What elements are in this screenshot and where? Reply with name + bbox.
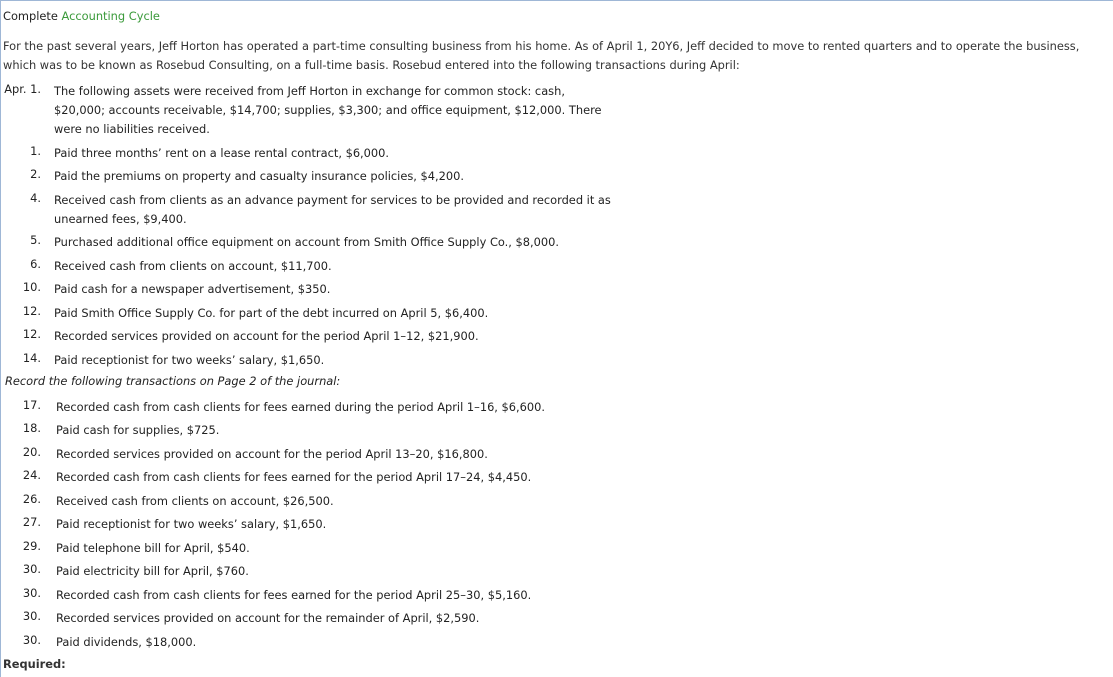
transaction-date: 30.	[22, 633, 41, 647]
transaction-date: 12.	[22, 327, 41, 341]
description-line: Recorded services provided on account for the period April 1–12, $21,900.	[54, 329, 479, 343]
transaction-description	[56, 633, 196, 652]
transaction-date: 1.	[30, 144, 41, 158]
transaction-description	[56, 398, 545, 417]
description-line: Received cash from clients as an advance payment for services to be provided and recorded it as	[54, 193, 611, 207]
transaction-description	[56, 586, 531, 605]
description-line: Paid three months’ rent on a lease rental contract, $6,000.	[54, 146, 390, 160]
title-prefix: Complete	[3, 9, 58, 23]
transaction-description	[54, 327, 479, 346]
description-line: Paid cash for supplies, $725.	[56, 423, 220, 437]
transaction-description	[56, 468, 531, 487]
description-line: $20,000; accounts receivable, $14,700; supplies, $3,300; and office equipment, $12,000. There	[54, 103, 602, 117]
description-line: Recorded cash from cash clients for fees earned for the period April 25–30, $5,160.	[56, 588, 532, 602]
description-line: Paid electricity bill for April, $760.	[56, 564, 249, 578]
transaction-description	[56, 609, 479, 628]
transaction-date: 30.	[22, 562, 41, 576]
transaction-description	[56, 421, 219, 440]
description-line: Recorded cash from cash clients for fees earned for the period April 17–24, $4,450.	[56, 470, 532, 484]
description-line: Recorded services provided on account for the remainder of April, $2,590.	[56, 611, 480, 625]
description-line: Paid receptionist for two weeks’ salary, $1,650.	[56, 517, 327, 531]
transaction-description	[56, 562, 249, 581]
description-line: Purchased additional office equipment on account from Smith Office Supply Co., $8,000.	[54, 235, 560, 249]
description-line: Recorded cash from cash clients for fees earned during the period April 1–16, $6,600.	[56, 400, 546, 414]
transaction-description	[56, 492, 334, 511]
transaction-date: 24.	[22, 468, 41, 482]
transaction-description	[54, 233, 559, 252]
transaction-date: 27.	[22, 515, 41, 529]
description-line: Paid the premiums on property and casualty insurance policies, $4,200.	[54, 169, 465, 183]
transaction-description	[54, 351, 324, 370]
journal-note: Record the following transactions on Page 2 of the journal:	[5, 374, 341, 388]
description-line: Paid dividends, $18,000.	[56, 635, 197, 649]
description-line: The following assets were received from Jeff Horton in exchange for common stock: cash,	[54, 84, 565, 98]
transaction-description	[54, 191, 611, 229]
description-line: Paid Smith Office Supply Co. for part of the debt incurred on April 5, $6,400.	[54, 306, 489, 320]
page-title	[3, 9, 160, 23]
title-accent: Accounting Cycle	[61, 9, 160, 23]
description-line: unearned fees, $9,400.	[54, 212, 187, 226]
description-line: were no liabilities received.	[54, 122, 210, 136]
transaction-description	[56, 515, 326, 534]
transaction-date: 10.	[22, 280, 41, 294]
transaction-description	[56, 539, 250, 558]
transaction-description	[54, 280, 330, 299]
transaction-date: 18.	[22, 421, 41, 435]
description-line: Paid cash for a newspaper advertisement, $350.	[54, 282, 331, 296]
transaction-date: 6.	[30, 257, 41, 271]
transaction-date: 30.	[22, 586, 41, 600]
transaction-date: 20.	[22, 445, 41, 459]
intro-paragraph: For the past several years, Jeff Horton has operated a part-time consulting business from his home. As of April 1, 20Y6, Jeff decided to move to rented quarters and to operate the business, which was to be known as Rosebud Consulting, on a full-time basis. Rosebud entered into the following transactions during April:	[3, 39, 1080, 72]
transaction-description	[54, 82, 602, 139]
transaction-date: 12.	[22, 304, 41, 318]
transaction-date: 5.	[30, 233, 41, 247]
transaction-date: 17.	[22, 398, 41, 412]
description-line: Paid receptionist for two weeks’ salary, $1,650.	[54, 353, 325, 367]
transaction-date: 29.	[22, 539, 41, 553]
transaction-date: 14.	[22, 351, 41, 365]
transaction-description	[54, 144, 389, 163]
transaction-date: 26.	[22, 492, 41, 506]
transaction-description	[54, 257, 332, 276]
required-heading: Required:	[3, 657, 66, 671]
description-line: Recorded services provided on account for the period April 13–20, $16,800.	[56, 447, 488, 461]
description-line: Received cash from clients on account, $11,700.	[54, 259, 332, 273]
transaction-description	[56, 445, 488, 464]
transaction-date: Apr. 1.	[4, 82, 41, 96]
transaction-date: 2.	[30, 167, 41, 181]
transaction-date: 4.	[30, 191, 41, 205]
transaction-description	[54, 304, 488, 323]
description-line: Paid telephone bill for April, $540.	[56, 541, 250, 555]
transaction-description	[54, 167, 464, 186]
transaction-date: 30.	[22, 609, 41, 623]
description-line: Received cash from clients on account, $26,500.	[56, 494, 334, 508]
